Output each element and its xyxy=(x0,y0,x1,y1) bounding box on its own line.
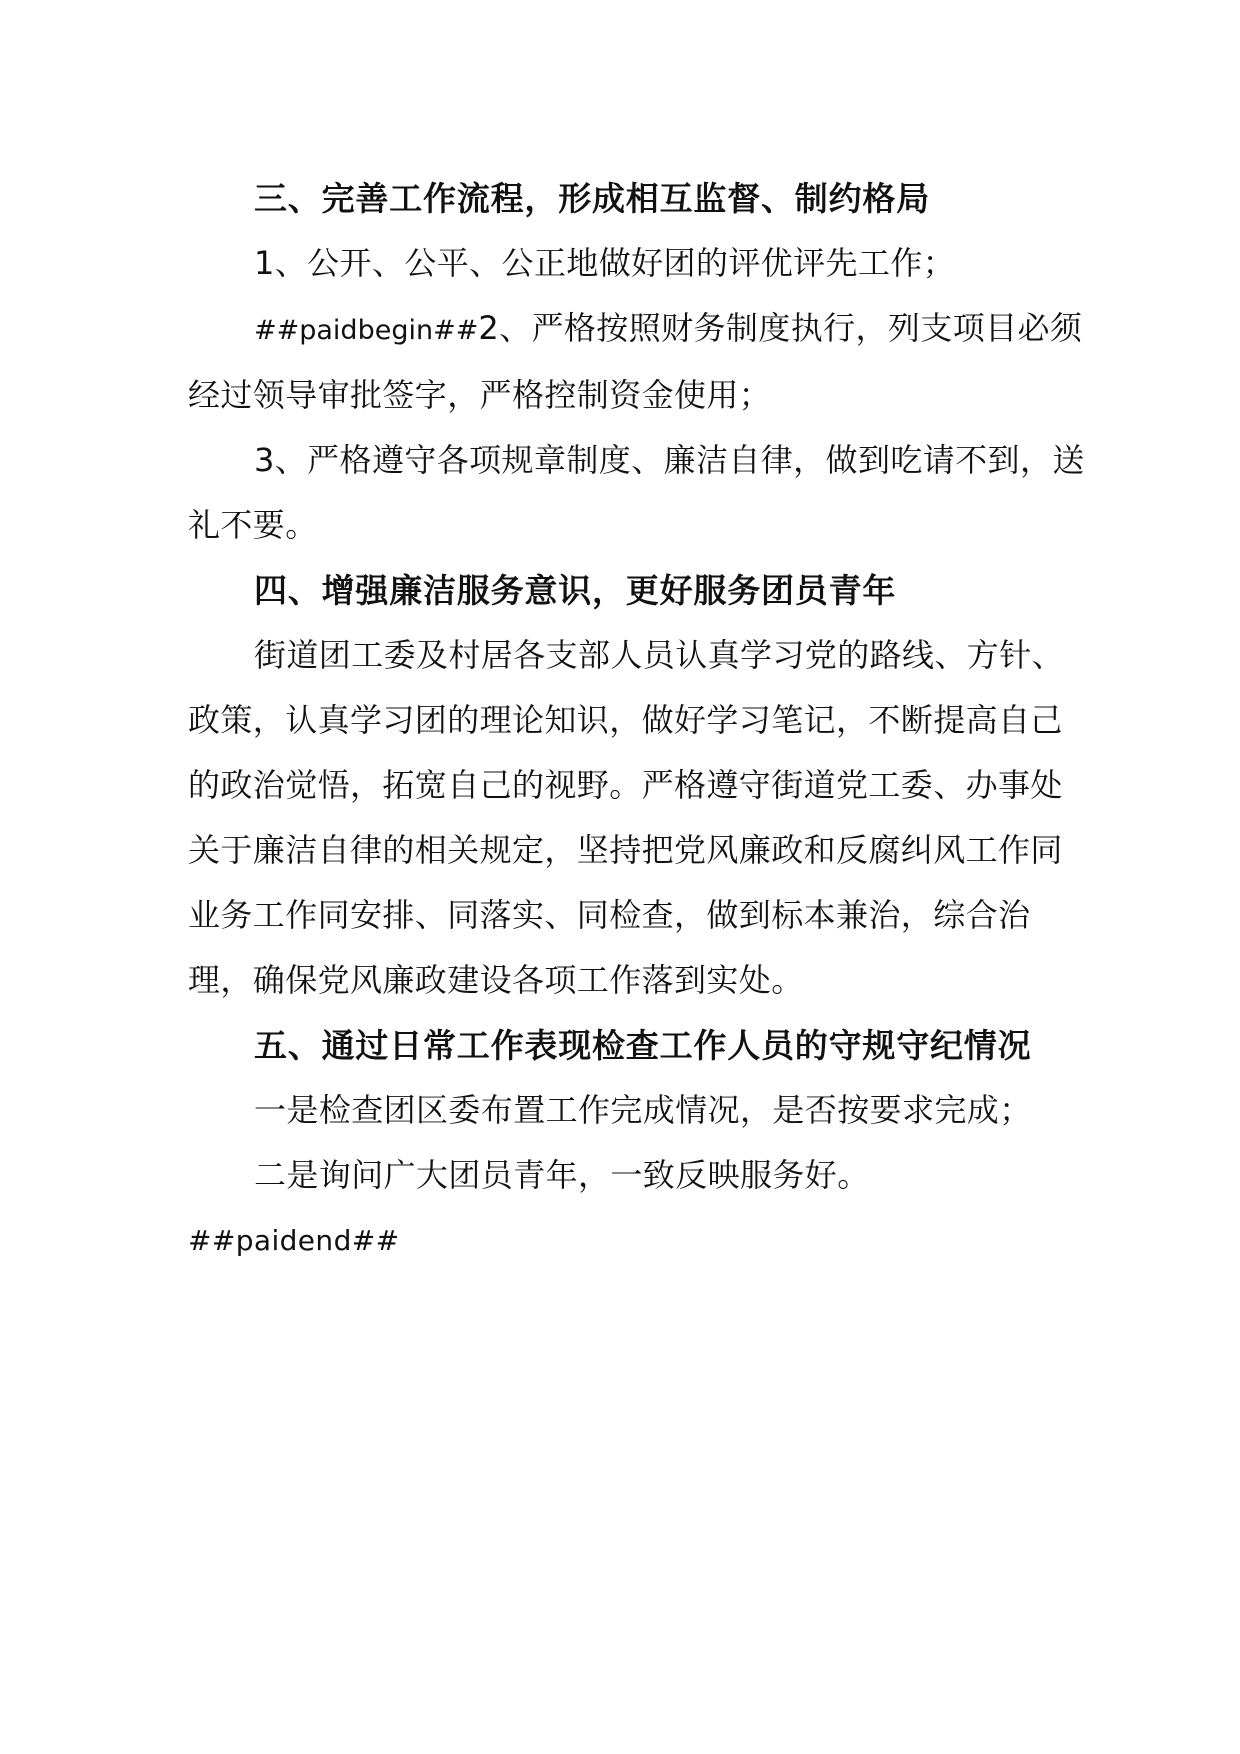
section-heading-3: 三、完善工作流程，形成相互监督、制约格局 xyxy=(254,179,930,218)
paragraph-item-3: 3、严格遵守各项规章制度、廉洁自律，做到吃请不到，送礼不要。 xyxy=(188,441,1085,544)
paragraph-5a: 一是检查团区委布置工作完成情况，是否按要求完成； xyxy=(254,1091,1032,1129)
section-heading-5: 五、通过日常工作表现检查工作人员的守规守纪情况 xyxy=(254,1026,1032,1065)
paragraph-item-2-text: 2、严格按照财务制度执行，列支项目必须经过领导审批签字，严格控制资金使用； xyxy=(188,309,1083,414)
paragraph-section-4: 街道团工委及村居各支部人员认真学习党的路线、方针、政策，认真学习团的理论知识，做好学习笔记，不断提高自己的政治觉悟，拓宽自己的视野。严格遵守街道党工委、办事处关于廉洁自律的相关规定，坚持把党风廉政和反腐纠风工作同业务工作同安排、同落实、同检查，做到标本兼治，综合治理，确保党风廉政建设各项工作落到实处。 xyxy=(188,636,1065,999)
section-heading-4: 四、增强廉洁服务意识，更好服务团员青年 xyxy=(254,571,897,610)
paragraph-5b: 二是询问广大团员青年，一致反映服务好。 xyxy=(254,1156,870,1194)
paid-begin-marker: ##paidbegin## xyxy=(254,315,479,346)
paragraph-item-2 xyxy=(188,296,1088,428)
paragraph-item-1: 1、公开、公平、公正地做好团的评优评先工作； xyxy=(254,244,956,282)
paid-end-marker: ##paidend## xyxy=(188,1224,400,1257)
document-body xyxy=(188,166,1088,1273)
